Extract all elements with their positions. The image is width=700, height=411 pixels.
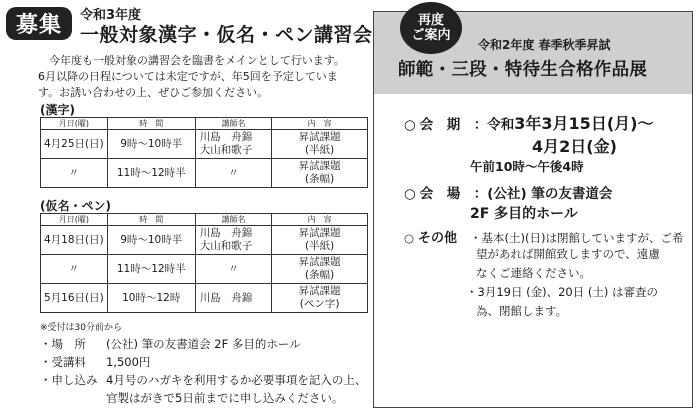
venue-value: (公社) 筆の友書道会 2F 多目的ホール [106,337,301,351]
cell-content: 昇試課題 (ペン字) [272,284,368,313]
circle-bullet-icon: ○ [404,231,415,245]
closure-note: ・3月19日 (金)、20日 (土) は審査の [466,285,658,299]
period-row [404,111,653,134]
exhibition-title: 師範・三段・特待生合格作品展 [398,60,648,80]
venue-line: ：(公社) 筆の友書道会 [473,186,613,202]
fee-label: ・受講料 [40,355,86,369]
cell-date: 〃 [41,255,108,284]
cell-time: 11時〜12時半 [107,159,195,188]
application-info-continued [40,390,343,406]
header-date: 月日(曜) [41,214,108,226]
other-label: その他 [418,231,458,246]
venue-row [404,182,612,202]
header-date: 月日(曜) [41,118,108,130]
cell-date: 〃 [41,159,108,188]
other-text-block: 望があれば開館致しますので、遠慮 なくご連絡ください。 ・3月19日 (金)、20日 (土) は審査の 為、閉館します。 [466,247,660,318]
circle-bullet-icon: ○ [404,186,416,202]
header-content: 内 容 [272,118,368,130]
header-teacher: 講師名 [195,118,272,130]
period-label: 会 期 [419,117,461,133]
cell-content: 昇試課題 (条幅) [272,255,368,284]
cell-teacher: 川島 舟錦 [195,284,272,313]
fee-info [40,354,150,370]
workshop-year: 令和3年度 [80,8,142,23]
cell-time: 9時〜10時半 [107,130,195,159]
cell-time: 10時〜12時 [107,284,195,313]
venue-hall: 2F 多目的ホール [470,206,578,222]
workshop-title: 一般対象漢字・仮名・ペン講習会 [80,24,373,46]
venue-label: ・場 所 [40,337,86,351]
fee-value: 1,500円 [106,355,151,369]
cell-teacher: 〃 [195,159,272,188]
period-hours: 午前10時〜午後4時 [470,159,584,174]
intro-line: す。お誘い合わせの上、ぜひご参加ください。 [38,86,269,99]
table-header-row [41,214,368,226]
venue-info [40,336,301,352]
header-time: 時 間 [107,118,195,130]
period-end: 4月2日(金) [532,137,617,156]
period-start: 3年3月15日(月)〜 [514,114,654,133]
kana-section-label: (仮名・ペン) [40,199,111,213]
cell-time: 11時〜12時半 [107,255,195,284]
kanji-section-label: (漢字) [40,103,75,117]
cell-date: 5月16日(日) [41,284,108,313]
cell-teacher: 川島 舟錦 大山和歌子 [195,226,272,255]
header-content: 内 容 [272,214,368,226]
header-teacher: 講師名 [195,214,272,226]
venue-label: 会 場 [419,186,461,202]
cell-time: 9時〜10時半 [107,226,195,255]
cell-teacher: 川島 舟錦 大山和歌子 [195,130,272,159]
table-row [41,284,368,313]
table-row [41,226,368,255]
table-row [41,159,368,188]
other-text: ・基本(土)(日)は閉館していますが、ご希 [470,231,684,245]
kana-schedule-table [40,213,368,313]
cell-content: 昇試課題 (半紙) [272,130,368,159]
intro-line: 6月以降の日程については未定ですが、年5回を予定していま [38,70,338,83]
header-time: 時 間 [107,214,195,226]
table-header-row [41,118,368,130]
workshop-intro [38,53,364,101]
cell-content: 昇試課題 (条幅) [272,159,368,188]
table-row [41,130,368,159]
cell-date: 4月25日(日) [41,130,108,159]
period-prefix: ：令和 [473,117,515,133]
apply-line: 4月号のハガキを利用するか必要事項を記入の上、 [106,373,367,387]
circle-bullet-icon: ○ [404,117,416,133]
apply-line: 官製はがきで5日前までに申し込みください。 [106,391,344,405]
cell-content: 昇試課題 (半紙) [272,226,368,255]
intro-line: 今年度も一般対象の講習会を臨書をメインとして行います。 [49,54,345,67]
reminder-badge: 再度 ご案内 [400,2,462,54]
exhibition-subtitle: 令和2年度 春季秋季昇試 [478,38,611,52]
other-row [404,227,684,246]
kanji-schedule-table [40,117,368,188]
recruit-badge: 募集 [6,7,72,40]
cell-date: 4月18日(日) [41,226,108,255]
cell-teacher: 〃 [195,255,272,284]
table-row [41,255,368,284]
application-info [40,372,366,388]
reception-note: ※受付は30分前から [40,323,122,333]
apply-label: ・申し込み [40,373,98,387]
